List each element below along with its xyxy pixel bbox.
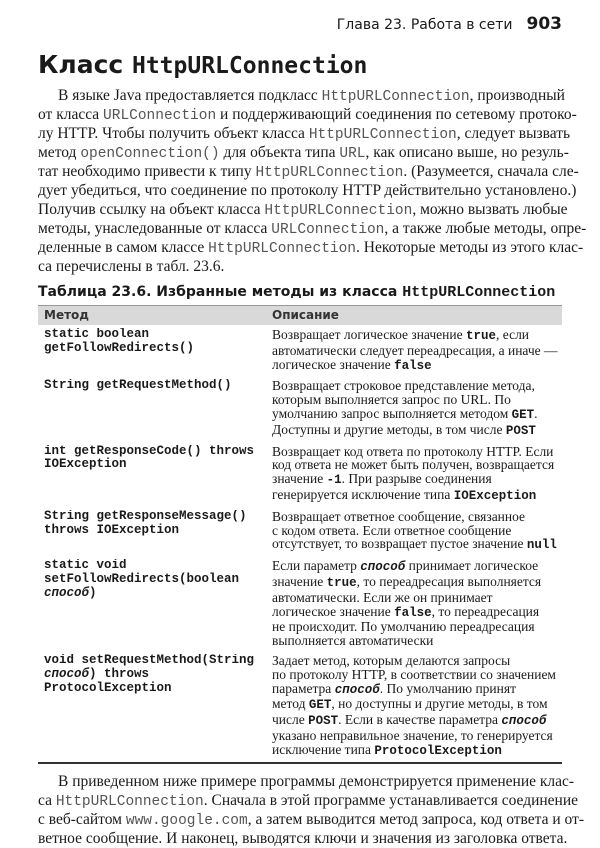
description-cell bbox=[272, 510, 562, 553]
table-row bbox=[38, 325, 562, 376]
inline-code: GET bbox=[308, 698, 332, 713]
inline-code: способ bbox=[44, 666, 90, 681]
text-line bbox=[44, 682, 272, 696]
text-run: са перечислены в табл. 23.6. bbox=[38, 258, 225, 275]
caption-code: HttpURLConnection bbox=[402, 284, 556, 301]
section-title-code: HttpURLConnection bbox=[131, 53, 368, 79]
text-run: принимает логическое bbox=[405, 558, 539, 574]
method-cell bbox=[38, 654, 272, 759]
text-line bbox=[272, 358, 562, 374]
inline-code: способ bbox=[501, 714, 547, 729]
text-line bbox=[272, 729, 562, 743]
text-run: дует убедиться, что соединение по протоколу HTTP действительно установлено.) bbox=[38, 182, 577, 199]
method-cell bbox=[38, 328, 272, 373]
inline-code: false bbox=[394, 605, 432, 620]
text-run: , можно вызвать любые bbox=[412, 201, 568, 218]
inline-code: HttpURLConnection bbox=[208, 241, 357, 257]
text-line bbox=[38, 143, 569, 162]
text-run: Задает метод, которым делаются запросы bbox=[272, 652, 511, 668]
text-run: Возвращает логическое значение bbox=[272, 327, 466, 342]
text-line bbox=[272, 591, 562, 605]
text-line bbox=[38, 124, 571, 143]
inline-code: способ bbox=[44, 585, 90, 600]
text-run: указано неправильное значение, то генерируется bbox=[272, 727, 553, 743]
inline-code: true bbox=[326, 575, 357, 590]
text-run: ProtocolException bbox=[44, 680, 172, 695]
text-line bbox=[272, 472, 562, 488]
text-run: , но доступны и другие методы, в том bbox=[331, 696, 548, 712]
text-run: выполняется автоматически bbox=[272, 633, 434, 649]
inline-code: www.google.com bbox=[125, 812, 248, 829]
text-run: Возвращает ответное сообщение, связанное bbox=[272, 508, 526, 524]
text-run: которым выполняется запрос по URL. По bbox=[272, 392, 511, 408]
running-header bbox=[0, 14, 562, 34]
text-line bbox=[44, 668, 272, 682]
text-run: static boolean bbox=[44, 328, 150, 341]
text-run: Доступны и другие методы, в том числе bbox=[272, 421, 506, 437]
inline-code: POST bbox=[308, 714, 339, 729]
text-line bbox=[38, 181, 577, 200]
text-line bbox=[272, 393, 562, 407]
inline-code: null bbox=[526, 538, 557, 553]
inline-code: URL bbox=[339, 146, 366, 162]
outro-paragraph bbox=[38, 772, 585, 848]
description-cell bbox=[272, 328, 562, 373]
text-line bbox=[44, 510, 272, 524]
text-line bbox=[44, 559, 272, 573]
column-header-description: Описание bbox=[272, 308, 339, 322]
inline-code: HttpURLConnection bbox=[55, 793, 204, 810]
text-line bbox=[44, 445, 272, 459]
text-run: , если bbox=[496, 327, 530, 342]
inline-code: URLConnection bbox=[103, 108, 217, 124]
text-run: ) throws bbox=[89, 666, 150, 681]
text-line bbox=[272, 559, 562, 575]
text-run: IOException bbox=[44, 457, 127, 472]
text-run: , а затем выводится метод запроса, код ответа и от- bbox=[247, 810, 585, 828]
text-line bbox=[44, 342, 272, 356]
text-run: static void bbox=[44, 559, 127, 573]
text-run: отсутствует, то возвращает пустое значение bbox=[272, 536, 527, 552]
text-run: метод bbox=[272, 696, 309, 712]
intro-paragraph bbox=[38, 86, 587, 276]
text-run: int getResponseCode() throws bbox=[44, 444, 255, 458]
text-line bbox=[38, 105, 577, 124]
text-run: , то переадресация bbox=[431, 603, 540, 619]
text-run: числе bbox=[272, 712, 309, 728]
text-line bbox=[44, 458, 272, 472]
column-header-method: Метод bbox=[44, 308, 89, 322]
text-run: . Если в качестве параметра bbox=[338, 712, 502, 728]
text-run: код ответа не может быть получен, возвращается bbox=[272, 457, 555, 473]
page-body bbox=[38, 86, 587, 848]
text-line bbox=[38, 772, 575, 791]
text-line bbox=[44, 328, 272, 342]
text-run: с кодом ответа. Если ответное сообщение bbox=[272, 522, 512, 538]
description-cell bbox=[272, 379, 562, 438]
text-line bbox=[44, 524, 272, 538]
inline-code: ProtocolException bbox=[374, 743, 502, 758]
text-run: В приведенном ниже примере программы демонстрируется применение клас- bbox=[58, 772, 575, 790]
text-run: значение bbox=[272, 573, 327, 589]
table-row bbox=[38, 507, 562, 556]
text-run: по протоколу HTTP, в соответствии со значением bbox=[272, 666, 556, 682]
text-run: String getResponseMessage() bbox=[44, 509, 247, 523]
text-run: ветное сообщение. И наконец, выводятся ключи и значения из заголовка ответа. bbox=[38, 829, 568, 847]
text-run: , как описано выше, но резуль- bbox=[365, 144, 569, 161]
text-run: . bbox=[534, 405, 538, 421]
text-run: void setRequestMethod(String bbox=[44, 653, 255, 667]
text-run: деленные в самом классе bbox=[38, 239, 209, 256]
inline-code: true bbox=[465, 329, 496, 343]
text-line bbox=[44, 573, 272, 587]
text-run: с веб-сайтом bbox=[38, 810, 126, 828]
text-run: исключение типа bbox=[272, 741, 375, 757]
method-cell bbox=[38, 379, 272, 438]
inline-code: POST bbox=[505, 423, 536, 438]
text-run: метод bbox=[38, 144, 81, 161]
table-row bbox=[38, 442, 562, 507]
text-run: . При разрыве соединения bbox=[341, 471, 492, 487]
method-cell bbox=[38, 510, 272, 553]
text-line bbox=[272, 668, 562, 682]
text-line bbox=[272, 458, 562, 472]
text-run: от класса bbox=[38, 106, 104, 123]
text-line bbox=[272, 510, 562, 524]
table-row bbox=[38, 556, 562, 651]
text-line bbox=[272, 654, 562, 668]
table-row bbox=[38, 651, 562, 762]
text-run: методы, унаследованные от класса bbox=[38, 220, 272, 237]
text-line bbox=[272, 634, 562, 648]
page-number: 903 bbox=[526, 14, 562, 34]
inline-code: -1 bbox=[326, 473, 342, 488]
text-run: логическое значение bbox=[272, 356, 395, 372]
text-run: ) bbox=[89, 585, 97, 600]
text-run: Получив ссылку на объект класса bbox=[38, 201, 265, 218]
text-run: лу HTTP. Чтобы получить объект класса bbox=[38, 125, 309, 142]
text-run: String getRequestMethod() bbox=[44, 379, 232, 393]
text-run: значение bbox=[272, 471, 327, 487]
text-line bbox=[44, 654, 272, 668]
inline-code: URLConnection bbox=[271, 222, 385, 238]
text-run: параметра bbox=[272, 680, 335, 696]
inline-code: GET bbox=[511, 407, 535, 422]
section-title-text: Класс bbox=[38, 50, 132, 79]
text-run: для объекта типа bbox=[219, 144, 340, 161]
inline-code: IOException bbox=[453, 488, 537, 503]
text-line bbox=[38, 829, 568, 848]
text-line bbox=[272, 407, 562, 423]
text-line bbox=[272, 488, 562, 504]
methods-table bbox=[38, 305, 562, 764]
text-run: умолчанию запрос выполняется методом bbox=[272, 405, 512, 421]
text-line bbox=[272, 575, 562, 591]
text-run: и поддерживающий соединения по сетевому протоко- bbox=[216, 106, 577, 123]
inline-code: HttpURLConnection bbox=[321, 89, 470, 105]
text-line bbox=[272, 379, 562, 393]
text-line bbox=[272, 423, 562, 439]
method-cell bbox=[38, 445, 272, 504]
text-line bbox=[44, 379, 272, 393]
text-run: не происходит. По умолчанию переадресация bbox=[272, 619, 535, 635]
inline-code: способ bbox=[360, 560, 406, 575]
text-run: В языке Java предоставляется подкласс bbox=[58, 87, 322, 104]
text-line bbox=[44, 587, 272, 601]
text-run: са bbox=[38, 791, 56, 809]
text-line bbox=[272, 524, 562, 538]
text-line bbox=[272, 328, 562, 344]
text-line bbox=[38, 219, 587, 238]
text-run: . По умолчанию принят bbox=[379, 680, 516, 696]
text-run: тат необходимо привести к типу bbox=[38, 163, 256, 180]
inline-code: HttpURLConnection bbox=[264, 203, 413, 219]
text-line bbox=[38, 238, 584, 257]
inline-code: HttpURLConnection bbox=[308, 127, 457, 143]
text-line bbox=[272, 713, 562, 729]
text-line bbox=[272, 445, 562, 459]
text-run: логическое значение bbox=[272, 603, 395, 619]
text-line bbox=[272, 344, 562, 358]
text-line bbox=[272, 697, 562, 713]
text-line bbox=[272, 605, 562, 621]
method-cell bbox=[38, 559, 272, 648]
text-run: автоматически. Если же он принимает bbox=[272, 589, 493, 605]
description-cell bbox=[272, 654, 562, 759]
text-run: throws IOException bbox=[44, 522, 180, 537]
inline-code: openConnection() bbox=[80, 146, 220, 162]
text-run: . Сначала в этой программе устанавливается соединение bbox=[203, 791, 579, 809]
text-line bbox=[38, 162, 579, 181]
chapter-title: Глава 23. Работа в сети bbox=[336, 17, 513, 33]
text-run: . Некоторые методы из этого клас- bbox=[356, 239, 584, 256]
text-run: Если параметр bbox=[272, 558, 361, 574]
text-line bbox=[272, 537, 562, 553]
text-line bbox=[38, 791, 579, 810]
table-header bbox=[38, 305, 562, 325]
text-run: генерируется исключение типа bbox=[272, 486, 454, 502]
text-line bbox=[38, 257, 562, 276]
text-run: , следует вызвать bbox=[456, 125, 571, 142]
inline-code: false bbox=[394, 358, 432, 373]
table-row bbox=[38, 376, 562, 441]
inline-code: способ bbox=[334, 682, 380, 697]
description-cell bbox=[272, 445, 562, 504]
text-run: Возвращает код ответа по протоколу HTTP. Если bbox=[272, 443, 554, 459]
text-run: , а также любые методы, опре- bbox=[384, 220, 587, 237]
text-line bbox=[272, 743, 562, 759]
caption-text: Таблица 23.6. Избранные методы из класса bbox=[38, 284, 403, 300]
text-run: , производный bbox=[469, 87, 565, 104]
text-line bbox=[38, 810, 585, 829]
text-line bbox=[38, 200, 568, 219]
section-title bbox=[38, 50, 367, 79]
description-cell bbox=[272, 559, 562, 648]
table-caption bbox=[38, 282, 562, 302]
text-run: . (Разумеется, сначала сле- bbox=[403, 163, 579, 180]
text-run: автоматически следует переадресация, а иначе — bbox=[272, 342, 558, 358]
text-line bbox=[272, 620, 562, 634]
text-run: setFollowRedirects(boolean bbox=[44, 571, 240, 586]
text-run: Возвращает строковое представление метода, bbox=[272, 378, 535, 394]
inline-code: HttpURLConnection bbox=[255, 165, 404, 181]
text-line bbox=[38, 86, 565, 105]
text-run: , то переадресация выполняется bbox=[356, 573, 542, 589]
text-line bbox=[272, 682, 562, 698]
text-run: getFollowRedirects() bbox=[44, 340, 195, 355]
